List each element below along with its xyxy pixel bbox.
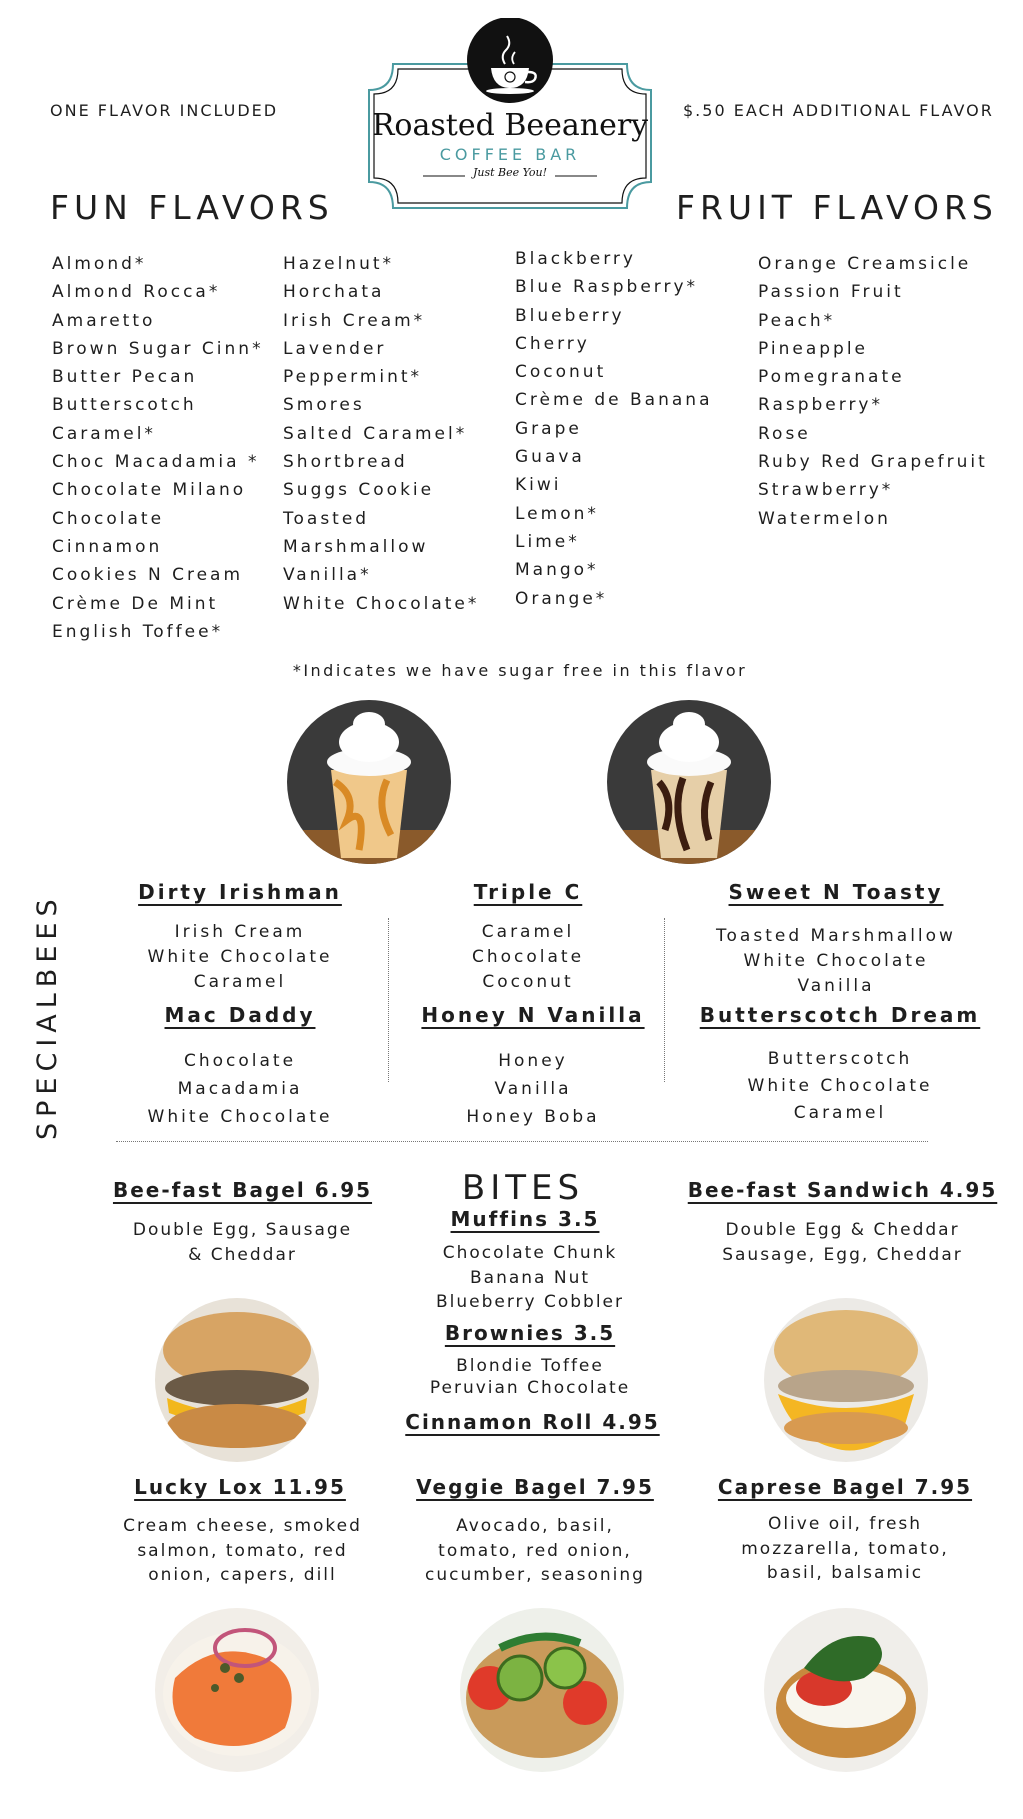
flavor-item: Amaretto (52, 310, 156, 331)
flavor-item: Raspberry* (758, 395, 883, 416)
additional-flavor-note: $.50 EACH ADDITIONAL FLAVOR (683, 101, 994, 120)
muffins-items: Chocolate Chunk Banana Nut Blueberry Cobbler (435, 1243, 625, 1312)
honey-n-vanilla-items: Honey Vanilla Honey Boba (466, 1051, 600, 1127)
flavor-item: Blueberry (515, 305, 625, 326)
flavor-item: Caramel* (52, 423, 156, 444)
flavor-item: Lemon* (515, 503, 599, 524)
flavor-item: Lime* (515, 531, 580, 552)
one-flavor-note: ONE FLAVOR INCLUDED (50, 101, 279, 120)
lucky-lox-desc: Cream cheese, smoked salmon, tomato, red onion, capers, dill (123, 1516, 362, 1585)
flavor-item: English Toffee* (52, 621, 224, 642)
fruit-flavors-list-2 (758, 250, 988, 533)
flavor-item: Crème de Banana (515, 390, 713, 411)
flavor-item: Blue Raspberry* (515, 277, 699, 298)
flavor-item: Cherry (515, 333, 590, 354)
flavor-item: Ruby Red Grapefruit (758, 452, 988, 473)
triple-c-title: Triple C (473, 880, 583, 904)
fruit-flavors-list-1 (515, 245, 713, 613)
flavor-item: Chocolate (52, 508, 165, 529)
fun-flavors-title: FUN FLAVORS (50, 188, 334, 227)
flavor-item: Cinnamon (52, 536, 163, 557)
fruit-flavors-title: FRUIT FLAVORS (676, 188, 998, 227)
section-divider (116, 1141, 928, 1142)
logo-tagline: Just Bee You! (472, 166, 548, 179)
mac-daddy-items: Chocolate Macadamia White Chocolate (147, 1051, 333, 1127)
flavor-item: Choc Macadamia * (52, 452, 260, 473)
flavor-item: Crème De Mint (52, 593, 219, 614)
flavor-item: Almond Rocca* (52, 282, 221, 303)
flavor-item: Chocolate Milano (52, 480, 247, 501)
honey-n-vanilla-title: Honey N Vanilla (421, 1003, 645, 1027)
flavor-item: Almond* (52, 254, 147, 274)
bee-fast-sandwich-photo (764, 1298, 928, 1462)
flavor-item: Strawberry* (758, 480, 894, 501)
bee-fast-bagel-title: Bee-fast Bagel 6.95 (112, 1178, 373, 1202)
flavor-item: Irish Cream* (283, 310, 426, 331)
veggie-bagel-title: Veggie Bagel 7.95 (416, 1475, 654, 1499)
flavor-item: White Chocolate* (283, 593, 480, 614)
logo (365, 18, 655, 213)
specialbees-label: SPECIALBEES (32, 893, 63, 1140)
flavor-item: Butter Pecan (52, 367, 198, 388)
lucky-lox-photo (155, 1608, 319, 1772)
drinks-divider-left (388, 918, 389, 1082)
butterscotch-dream-title: Butterscotch Dream (699, 1003, 981, 1027)
veggie-bagel-desc: Avocado, basil, tomato, red onion, cucumber, seasoning (425, 1516, 645, 1585)
flavor-item: Peppermint* (283, 367, 423, 388)
sugar-free-note: *Indicates we have sugar free in this flavor (292, 661, 748, 680)
logo-subtitle: COFFEE BAR (439, 145, 581, 164)
flavor-item: Toasted (283, 508, 370, 529)
brownies-title: Brownies 3.5 (444, 1321, 616, 1345)
flavor-item: Grape (515, 418, 582, 439)
dirty-irishman-items: Irish Cream White Chocolate Caramel (147, 922, 333, 992)
lucky-lox-title: Lucky Lox 11.95 (134, 1475, 346, 1499)
cinnamon-roll-title: Cinnamon Roll 4.95 (405, 1410, 660, 1434)
flavor-item: Cookies N Cream (52, 565, 244, 586)
caprese-bagel-photo (764, 1608, 928, 1772)
flavor-item: Mango* (515, 560, 599, 581)
flavor-item: Vanilla* (283, 565, 372, 586)
drinks-divider-right (664, 918, 665, 1082)
caramel-frappe-photo (287, 700, 451, 864)
mac-daddy-title: Mac Daddy (164, 1003, 316, 1027)
bee-fast-sandwich-desc: Double Egg & Cheddar Sausage, Egg, Cheddar (722, 1220, 963, 1265)
flavor-item: Orange* (515, 588, 608, 609)
bee-fast-bagel-photo (155, 1298, 319, 1462)
flavor-item: Horchata (283, 282, 385, 303)
bee-fast-bagel-desc: Double Egg, Sausage & Cheddar (132, 1220, 353, 1265)
flavor-item: Pomegranate (758, 367, 905, 388)
bee-fast-sandwich-title: Bee-fast Sandwich 4.95 (687, 1178, 998, 1202)
logo-name: Roasted Beeanery (371, 108, 649, 143)
brownies-items: Blondie Toffee Peruvian Chocolate (429, 1356, 631, 1398)
flavor-item: Watermelon (758, 508, 891, 529)
flavor-item: Coconut (515, 362, 607, 383)
flavor-item: Rose (758, 423, 811, 444)
flavor-item: Marshmallow (283, 536, 429, 557)
flavor-item: Kiwi (515, 475, 562, 496)
sweet-n-toasty-items: Toasted Marshmallow White Chocolate Vanilla (716, 926, 956, 996)
bites-title: BITES (461, 1168, 585, 1208)
butterscotch-dream-items: Butterscotch White Chocolate Caramel (747, 1049, 933, 1123)
flavor-item: Blackberry (515, 249, 636, 269)
flavor-item: Shortbread (283, 452, 408, 473)
veggie-bagel-photo (460, 1608, 624, 1772)
mocha-frappe-photo (607, 700, 771, 864)
flavor-item: Brown Sugar Cinn* (52, 338, 264, 359)
flavor-item: Smores (283, 395, 365, 416)
fun-flavors-list-2 (283, 250, 479, 618)
flavor-item: Guava (515, 447, 585, 468)
flavor-item: Salted Caramel* (283, 423, 468, 444)
sweet-n-toasty-title: Sweet N Toasty (728, 880, 944, 904)
muffins-title: Muffins 3.5 (450, 1207, 600, 1231)
flavor-item: Suggs Cookie (283, 480, 435, 501)
flavor-item: Passion Fruit (758, 282, 904, 303)
flavor-item: Peach* (758, 310, 836, 331)
dirty-irishman-title: Dirty Irishman (138, 880, 342, 904)
flavor-item: Orange Creamsicle (758, 254, 972, 274)
flavor-item: Butterscotch (52, 395, 197, 416)
flavor-item: Pineapple (758, 338, 869, 359)
caprese-bagel-title: Caprese Bagel 7.95 (717, 1475, 973, 1499)
triple-c-items: Caramel Chocolate Coconut (471, 922, 585, 992)
caprese-bagel-desc: Olive oil, fresh mozzarella, tomato, basil, balsamic (741, 1514, 949, 1583)
flavor-item: Hazelnut* (283, 254, 395, 274)
fun-flavors-list-1 (52, 250, 264, 646)
flavor-item: Lavender (283, 338, 387, 359)
